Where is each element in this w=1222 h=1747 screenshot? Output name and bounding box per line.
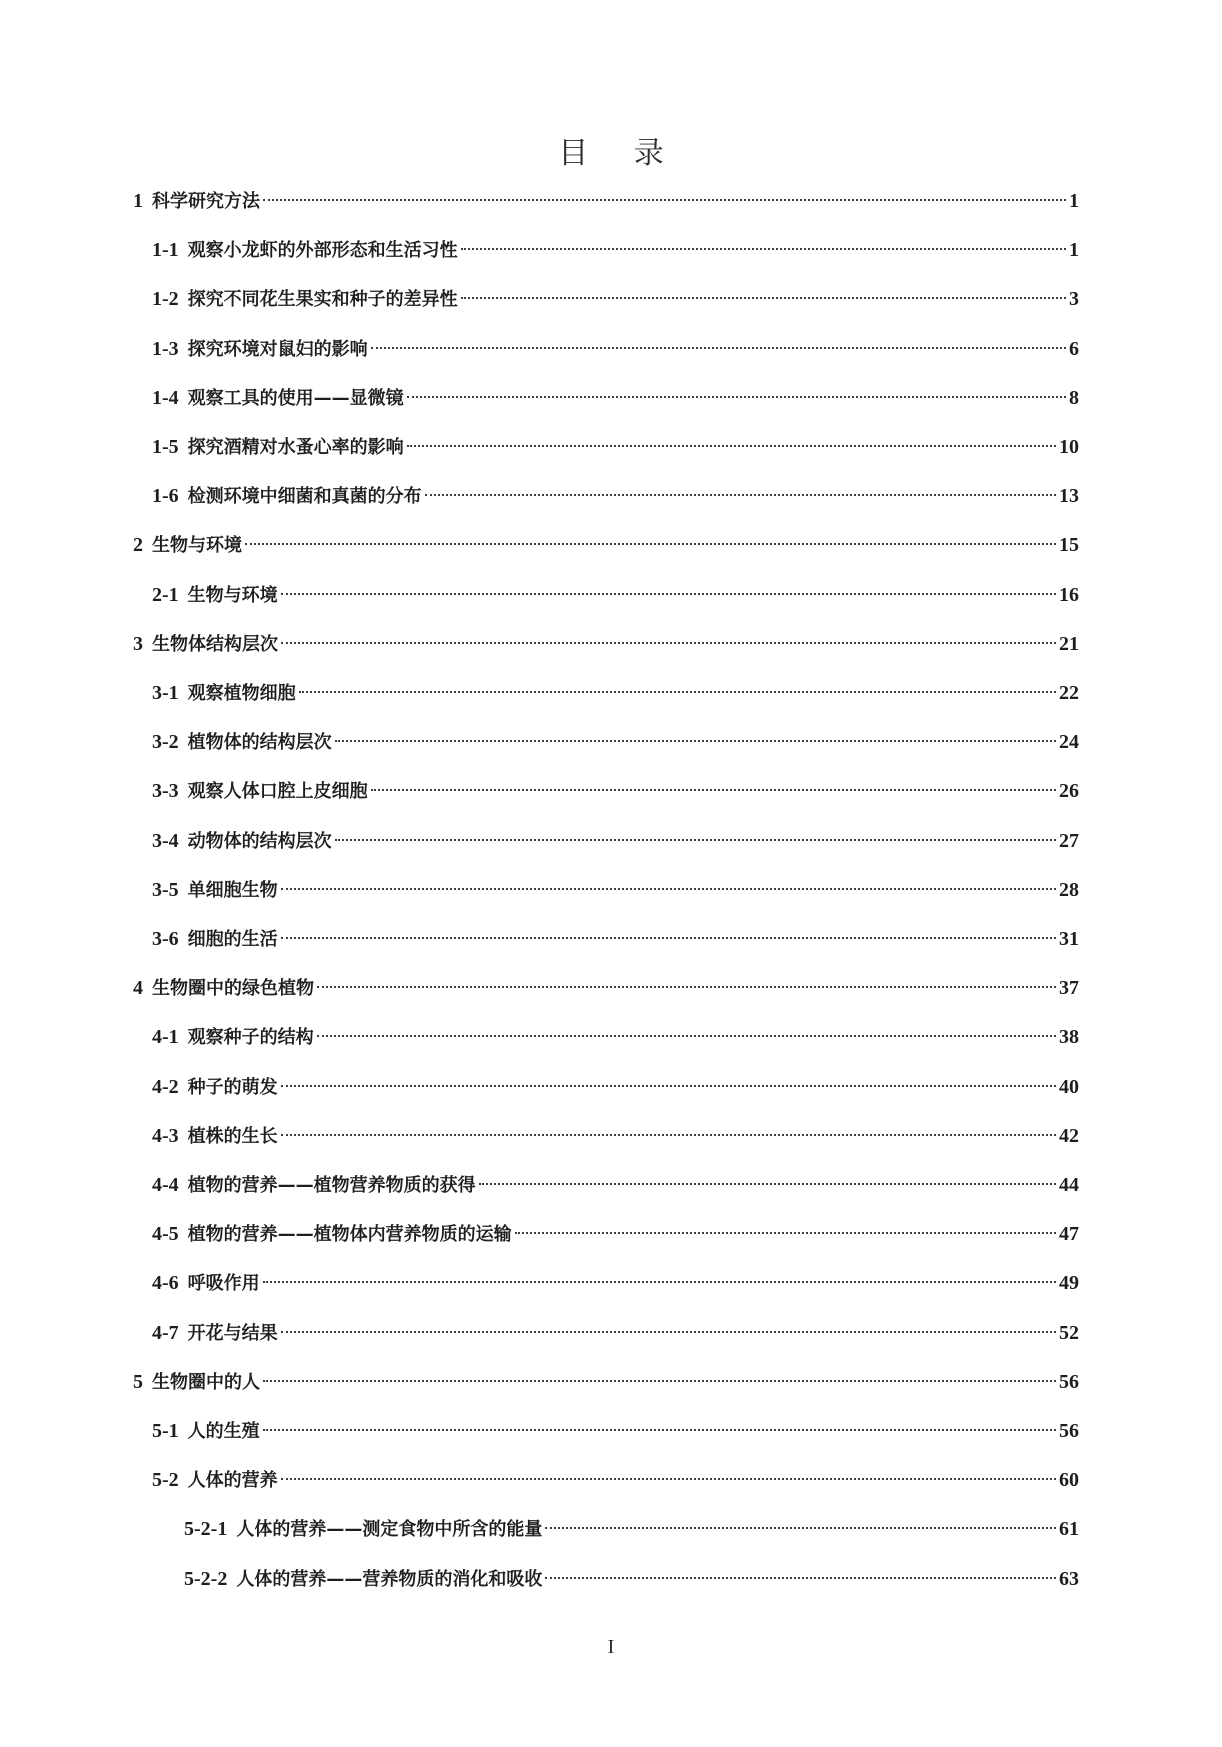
toc-entry-page: 27 (1059, 830, 1079, 852)
toc-entry[interactable] (133, 630, 1079, 658)
toc-entry[interactable] (152, 433, 1079, 461)
toc-entry[interactable] (152, 236, 1079, 264)
toc-entry-title: 生物体结构层次 (152, 634, 278, 655)
toc-entry-number: 1-4 (152, 387, 179, 409)
toc-entry-title: 生物圈中的人 (152, 1372, 260, 1393)
toc-entry-title: 人的生殖 (187, 1421, 260, 1442)
toc-entry-page: 13 (1059, 485, 1079, 507)
toc-entry[interactable] (152, 335, 1079, 363)
toc-entry-number: 3-6 (152, 928, 179, 950)
dot-leader (299, 691, 1056, 693)
toc-entry-title: 单细胞生物 (187, 880, 278, 901)
toc-entry[interactable] (152, 1417, 1079, 1445)
toc-entry[interactable] (133, 187, 1079, 215)
toc-entry-title: 人体的营养 (187, 1470, 278, 1491)
toc-entry[interactable] (152, 777, 1079, 805)
dot-leader (335, 839, 1056, 841)
toc-entry-number: 4-1 (152, 1026, 179, 1048)
dot-leader (515, 1232, 1056, 1234)
toc-entry-page: 31 (1059, 928, 1079, 950)
toc-entry-page: 56 (1059, 1371, 1079, 1393)
toc-entry-title: 动物体的结构层次 (187, 831, 332, 852)
toc-entry-title: 种子的萌发 (187, 1077, 278, 1098)
dot-leader (245, 543, 1056, 545)
toc-entry[interactable] (184, 1565, 1079, 1593)
toc-entry[interactable] (152, 482, 1079, 510)
dot-leader (461, 248, 1066, 250)
toc-entry-title: 观察植物细胞 (187, 683, 296, 704)
dot-leader (281, 1134, 1056, 1136)
toc-entry-page: 8 (1069, 387, 1079, 409)
toc-entry-title: 观察小龙虾的外部形态和生活习性 (187, 240, 458, 261)
toc-entry-page: 28 (1059, 879, 1079, 901)
toc-entry-page: 1 (1069, 239, 1079, 261)
toc-entry-page: 61 (1059, 1518, 1079, 1540)
toc-entry-title: 观察工具的使用——显微镜 (187, 388, 404, 409)
toc-entry-number: 4-5 (152, 1223, 179, 1245)
dot-leader (281, 937, 1056, 939)
dot-leader (335, 740, 1056, 742)
toc-entry-number: 3-1 (152, 682, 179, 704)
toc-entry-number: 4-3 (152, 1125, 179, 1147)
toc-entry-number: 1-1 (152, 239, 179, 261)
toc-entry-page: 22 (1059, 682, 1079, 704)
toc-entry[interactable] (133, 531, 1079, 559)
toc-entry-page: 56 (1059, 1420, 1079, 1442)
toc-entry-title: 细胞的生活 (187, 929, 278, 950)
toc-entry-title: 人体的营养——测定食物中所含的能量 (236, 1519, 543, 1540)
toc-entry-number: 2-1 (152, 584, 179, 606)
page-number: I (607, 1636, 615, 1658)
toc-entry-number: 1-2 (152, 288, 179, 310)
toc-entry-title: 探究酒精对水蚤心率的影响 (187, 437, 404, 458)
toc-entry-title: 观察种子的结构 (187, 1027, 314, 1048)
toc-entry[interactable] (152, 1171, 1079, 1199)
toc-entry[interactable] (152, 581, 1079, 609)
toc-entry[interactable] (152, 1023, 1079, 1051)
dot-leader (317, 986, 1056, 988)
dot-leader (263, 1429, 1056, 1431)
toc-entry-number: 3-5 (152, 879, 179, 901)
toc-entry[interactable] (133, 1368, 1079, 1396)
dot-leader (281, 1331, 1056, 1333)
dot-leader (281, 1478, 1056, 1480)
toc-entry-title: 人体的营养——营养物质的消化和吸收 (236, 1569, 543, 1590)
toc-entry-title: 生物圈中的绿色植物 (152, 978, 314, 999)
toc-entry-page: 10 (1059, 436, 1079, 458)
dot-leader (281, 888, 1056, 890)
toc-entry-page: 16 (1059, 584, 1079, 606)
toc-entry[interactable] (133, 974, 1079, 1002)
toc-entry[interactable] (152, 679, 1079, 707)
toc-entry-number: 3-2 (152, 731, 179, 753)
dot-leader (425, 494, 1056, 496)
toc-entry-page: 60 (1059, 1469, 1079, 1491)
toc-entry-number: 5 (133, 1371, 143, 1393)
toc-entry-page: 37 (1059, 977, 1079, 999)
toc-entry-number: 3-3 (152, 780, 179, 802)
dot-leader (479, 1183, 1056, 1185)
dot-leader (263, 199, 1066, 201)
toc-entry[interactable] (152, 1269, 1079, 1297)
toc-entry-page: 40 (1059, 1076, 1079, 1098)
toc-entry-page: 49 (1059, 1272, 1079, 1294)
toc-entry-number: 5-2-1 (184, 1518, 228, 1540)
dot-leader (263, 1281, 1056, 1283)
toc-entry[interactable] (184, 1515, 1079, 1543)
toc-entry-title: 植物的营养——植物体内营养物质的运输 (187, 1224, 512, 1245)
toc-entry-page: 15 (1059, 534, 1079, 556)
toc-entry[interactable] (152, 1466, 1079, 1494)
toc-entry[interactable] (152, 827, 1079, 855)
dot-leader (263, 1380, 1056, 1382)
dot-leader (407, 445, 1056, 447)
toc-entry-number: 4-6 (152, 1272, 179, 1294)
toc-entry-number: 1 (133, 190, 143, 212)
toc-entry-title: 科学研究方法 (152, 191, 260, 212)
dot-leader (317, 1035, 1056, 1037)
toc-entry-number: 4-2 (152, 1076, 179, 1098)
toc-entry-page: 52 (1059, 1322, 1079, 1344)
toc-entry-number: 5-1 (152, 1420, 179, 1442)
toc-entry-number: 4-7 (152, 1322, 179, 1344)
toc-entry-page: 21 (1059, 633, 1079, 655)
toc-entry[interactable] (152, 285, 1079, 313)
toc-entry-page: 42 (1059, 1125, 1079, 1147)
toc-entry-number: 4 (133, 977, 143, 999)
toc-entry-number: 5-2 (152, 1469, 179, 1491)
toc-entry-title: 检测环境中细菌和真菌的分布 (187, 486, 422, 507)
toc-entry-title: 植物体的结构层次 (187, 732, 332, 753)
toc-entry-page: 6 (1069, 338, 1079, 360)
dot-leader (281, 593, 1056, 595)
toc-entry-number: 2 (133, 534, 143, 556)
toc-entry-title: 观察人体口腔上皮细胞 (187, 781, 368, 802)
dot-leader (545, 1527, 1056, 1529)
toc-entry-number: 1-6 (152, 485, 179, 507)
dot-leader (461, 297, 1066, 299)
toc-entry-number: 5-2-2 (184, 1568, 228, 1590)
toc-entry[interactable] (152, 1220, 1079, 1248)
toc-entry-page: 38 (1059, 1026, 1079, 1048)
dot-leader (545, 1577, 1056, 1579)
toc-entry-title: 植株的生长 (187, 1126, 278, 1147)
toc-entry-page: 63 (1059, 1568, 1079, 1590)
toc-entry[interactable] (152, 384, 1079, 412)
toc-entry-number: 1-3 (152, 338, 179, 360)
toc-entry-number: 4-4 (152, 1174, 179, 1196)
toc-entry-number: 3 (133, 633, 143, 655)
dot-leader (407, 396, 1066, 398)
toc-entry-page: 26 (1059, 780, 1079, 802)
toc-entry-number: 1-5 (152, 436, 179, 458)
toc-entry[interactable] (152, 1319, 1079, 1347)
dot-leader (371, 347, 1066, 349)
toc-entry-title: 探究不同花生果实和种子的差异性 (187, 289, 458, 310)
toc-entry-title: 植物的营养——植物营养物质的获得 (187, 1175, 476, 1196)
toc-entry-title: 探究环境对鼠妇的影响 (187, 339, 368, 360)
toc-entry-page: 44 (1059, 1174, 1079, 1196)
toc-entry-title: 生物与环境 (187, 585, 278, 606)
toc-entry-page: 3 (1069, 288, 1079, 310)
toc-entry-title: 生物与环境 (152, 535, 242, 556)
toc-entry-title: 呼吸作用 (187, 1273, 260, 1294)
toc-entry[interactable] (152, 728, 1079, 756)
toc-entry[interactable] (152, 876, 1079, 904)
dot-leader (281, 642, 1056, 644)
toc-entry[interactable] (152, 1073, 1079, 1101)
toc-entry-title: 开花与结果 (187, 1323, 278, 1344)
toc-entry[interactable] (152, 925, 1079, 953)
toc-entry-number: 3-4 (152, 830, 179, 852)
dot-leader (371, 789, 1056, 791)
toc-entry[interactable] (152, 1122, 1079, 1150)
toc-title: 目 录 (558, 136, 682, 171)
toc-entry-page: 1 (1069, 190, 1079, 212)
toc-entry-page: 24 (1059, 731, 1079, 753)
dot-leader (281, 1085, 1056, 1087)
toc-entry-page: 47 (1059, 1223, 1079, 1245)
